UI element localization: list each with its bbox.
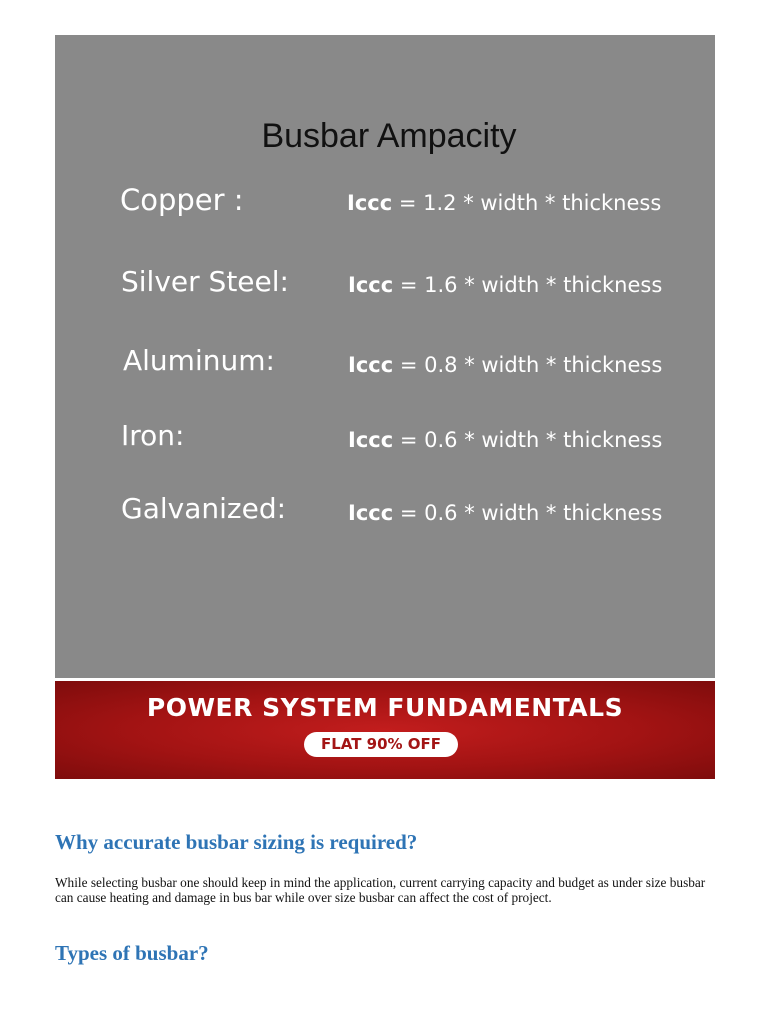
section-heading-sizing: Why accurate busbar sizing is required? xyxy=(55,830,418,854)
infographic-title: Busbar Ampacity xyxy=(261,117,517,155)
material-label: Silver Steel: xyxy=(121,265,289,298)
formula-symbol: Iccc xyxy=(348,273,394,297)
formula xyxy=(348,273,662,297)
material-label: Iron: xyxy=(121,419,185,452)
formula xyxy=(348,428,662,452)
material-label: Copper : xyxy=(120,183,244,217)
formula xyxy=(347,191,661,215)
material-label: Galvanized: xyxy=(121,492,287,525)
formula-expression: = 0.6 * width * thickness xyxy=(393,428,663,452)
formula-expression: = 1.6 * width * thickness xyxy=(393,273,663,297)
busbar-ampacity-infographic xyxy=(55,35,715,678)
formula-expression: = 0.6 * width * thickness xyxy=(393,501,663,525)
paragraph-sizing: While selecting busbar one should keep in mind the application, current carrying capacity and budget as under size busbar can cause heating and damage in bus bar while over size busbar can affect the cost of project. xyxy=(55,875,706,905)
formula-expression: = 1.2 * width * thickness xyxy=(392,191,662,215)
formula xyxy=(348,353,662,377)
material-label: Aluminum: xyxy=(123,344,275,377)
formula xyxy=(348,501,662,525)
ampacity-row-copper xyxy=(55,183,715,223)
formula-symbol: Iccc xyxy=(348,501,394,525)
promo-title: POWER SYSTEM FUNDAMENTALS xyxy=(146,693,624,722)
ampacity-row-galvanized xyxy=(55,492,715,532)
formula-symbol: Iccc xyxy=(348,353,394,377)
ampacity-row-iron xyxy=(55,419,715,459)
ampacity-row-silver-steel xyxy=(55,265,715,305)
ampacity-row-aluminum xyxy=(55,344,715,384)
section-heading-types: Types of busbar? xyxy=(55,941,209,965)
formula-symbol: Iccc xyxy=(347,191,393,215)
promo-banner[interactable] xyxy=(55,681,715,779)
formula-expression: = 0.8 * width * thickness xyxy=(393,353,663,377)
discount-badge[interactable]: FLAT 90% OFF xyxy=(304,732,458,757)
formula-symbol: Iccc xyxy=(348,428,394,452)
